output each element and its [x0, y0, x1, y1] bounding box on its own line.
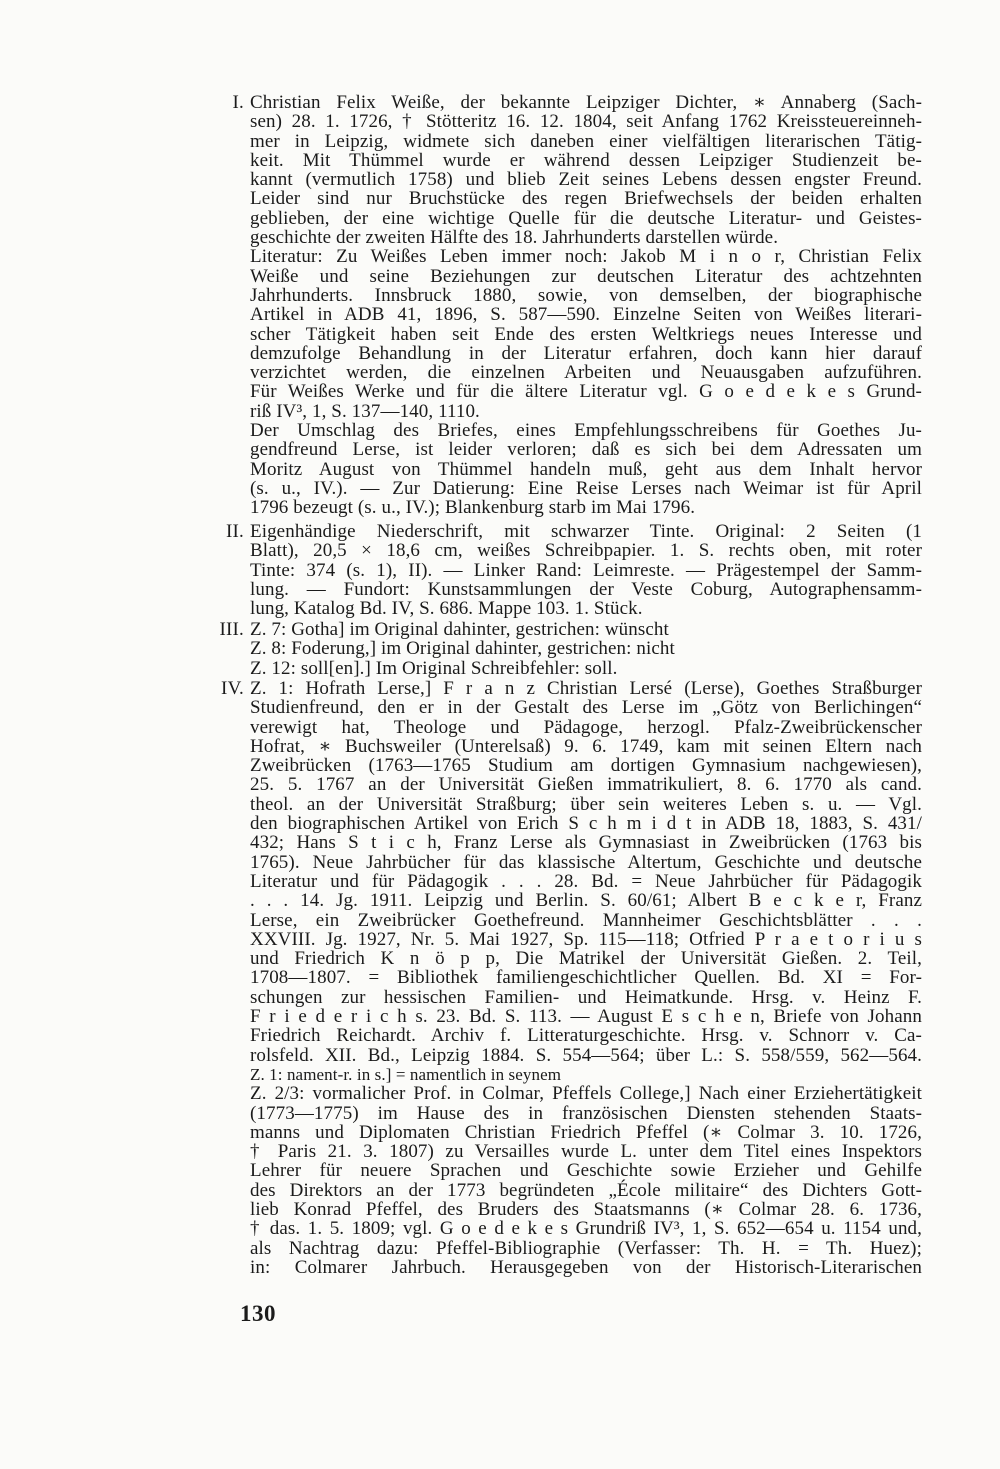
text-line: in: Colmarer Jahrbuch. Herausgegeben von der Historisch-Literarischen: [250, 1256, 922, 1278]
text-line: Für Weißes Werke und für die ältere Literatur vgl. G o e d e k e s Grund-: [250, 381, 922, 403]
text-line: † das. 1. 5. 1809; vgl. G o e d e k e s Grundriß IV³, 1, S. 652—654 u. 1154 und,: [250, 1218, 922, 1240]
text-line: Friedrich Reichardt. Archiv f. Litteraturgeschichte. Hrsg. v. Schnorr v. Ca-: [250, 1025, 922, 1047]
text-line: 432; Hans S t i c h, Franz Lerse als Gymnasiast in Zweibrücken (1763 bis: [250, 832, 922, 854]
text-line: F r i e d e r i c h s. 23. Bd. S. 113. — August E s c h e n, Briefe von Johann: [250, 1006, 922, 1028]
text-line: Lerse, ein Zweibrücker Goethefreund. Mannheimer Geschichtsblätter . . .: [250, 909, 922, 931]
text-line: . . . 14. Jg. 1911. Leipzig und Berlin. S. 60/61; Albert B e c k e r, Franz: [250, 890, 922, 912]
text-line: gendfreund Lerse, ist leider verloren; daß es sich bei dem Adressaten um: [250, 439, 922, 461]
section-body: [250, 679, 922, 1277]
section-numeral: I.: [232, 92, 244, 113]
section-ii: [192, 522, 922, 618]
text-line: 25. 5. 1767 an der Universität Gießen immatrikuliert, 8. 6. 1770 als cand.: [250, 774, 922, 796]
section-iv: [192, 679, 922, 1277]
section-i: [192, 93, 922, 518]
text-line: schungen zur hessischen Familien- und Heimatkunde. Hrsg. v. Heinz F.: [250, 986, 922, 1008]
text-line: theol. an der Universität Straßburg; über sein weiteres Leben s. u. — Vgl.: [250, 793, 922, 815]
text-line: lung, Katalog Bd. IV, S. 686. Mappe 103. 1. Stück.: [250, 598, 643, 620]
text-line: Literatur und für Pädagogik . . . 28. Bd. = Neue Jahrbücher für Pädagogik: [250, 870, 922, 892]
section-numeral: IV.: [221, 678, 244, 699]
text-line: XXVIII. Jg. 1927, Nr. 5. Mai 1927, Sp. 115—118; Otfried P r a e t o r i u s: [250, 928, 922, 950]
text-line: rolsfeld. XII. Bd., Leipzig 1884. S. 554—564; über L.: S. 558/559, 562—564.: [250, 1044, 922, 1066]
text-line: Eigenhändige Niederschrift, mit schwarzer Tinte. Original: 2 Seiten (1: [250, 521, 922, 542]
text-line: Christian Felix Weiße, der bekannte Leipziger Dichter, ∗ Annaberg (Sach-: [250, 92, 922, 113]
section-iii: [192, 620, 922, 678]
text-line: Zweibrücken (1763—1765 Studium am dortigen Gymnasium nachgewiesen),: [250, 755, 922, 777]
text-line: Literatur: Zu Weißes Leben immer noch: Jakob M i n o r, Christian Felix: [250, 246, 922, 268]
text-line: Hofrat, ∗ Buchsweiler (Unterelsaß) 9. 6. 1749, kam mit seinen Eltern nach: [250, 735, 922, 757]
text-line: Z. 1: Hofrath Lerse,] F r a n z Christian Lersé (Lerse), Goethes Straßburger: [250, 678, 922, 699]
text-line: kannt (vermutlich 1758) und blieb Zeit seines Lebens dessen engster Freund.: [250, 169, 922, 191]
text-line: keit. Mit Thümmel wurde er während dessen Leipziger Studienzeit be-: [250, 149, 922, 171]
text-line: und Friedrich K n ö p p, Die Matrikel der Universität Gießen. 2. Teil,: [250, 948, 922, 970]
text-line: 1796 bezeugt (s. u., IV.); Blankenburg starb im Mai 1796.: [250, 497, 696, 519]
section-body: [250, 620, 922, 678]
text-line: (1773—1775) im Hause des in französischen Diensten stehenden Staats-: [250, 1102, 922, 1124]
text-line: riß IV³, 1, S. 137—140, 1110.: [250, 400, 480, 422]
text-line: lung. — Fundort: Kunstsammlungen der Veste Coburg, Autographensamm-: [250, 578, 922, 600]
text-line: Z. 8: Foderung,] im Original dahinter, gestrichen: nicht: [250, 638, 675, 660]
text-line: (s. u., IV.). — Zur Datierung: Eine Reise Lerses nach Weimar ist für April: [250, 477, 922, 499]
text-line: Der Umschlag des Briefes, eines Empfehlungsschreibens für Goethes Ju-: [250, 420, 922, 442]
text-line: lieb Konrad Pfeffel, des Bruders des Staatsmanns (∗ Colmar 28. 6. 1736,: [250, 1199, 922, 1221]
text-line: manns und Diplomaten Christian Friedrich Pfeffel (∗ Colmar 3. 10. 1726,: [250, 1121, 922, 1143]
text-line: Jahrhunderts. Innsbruck 1880, sowie, von demselben, der biographische: [250, 284, 922, 306]
section-numeral: III.: [219, 619, 244, 640]
text-line: den biographischen Artikel von Erich S c h m i d t in ADB 18, 1883, S. 431/: [250, 813, 922, 835]
text-line: Blatt), 20,5 × 18,6 cm, weißes Schreibpapier. 1. S. rechts oben, mit roter: [250, 540, 922, 562]
text-line: verzichtet werden, die einzelnen Arbeiten und Neuausgaben aufzuführen.: [250, 362, 922, 384]
text-line: geblieben, der eine wichtige Quelle für die deutsche Literatur- und Geistes-: [250, 207, 922, 229]
text-line: Studienfreund, den er in der Gestalt des Lerse im „Götz von Berlichingen“: [250, 697, 922, 719]
text-line: Weiße und seine Beziehungen zur deutschen Literatur des achtzehnten: [250, 265, 922, 287]
text-line: als Nachtrag dazu: Pfeffel-Bibliographie (Verfasser: Th. H. = Th. Huez);: [250, 1237, 922, 1259]
text-line: scher Tätigkeit haben seit Ende des ersten Weltkriegs neues Interesse und: [250, 323, 922, 345]
text-line: sen) 28. 1. 1726, † Stötteritz 16. 12. 1804, seit Anfang 1762 Kreissteuereinneh-: [250, 111, 922, 133]
text-line: Artikel in ADB 41, 1896, S. 587—590. Einzelne Seiten von Weißes literari-: [250, 304, 922, 326]
section-numeral: II.: [225, 521, 244, 542]
text-line: Tinte: 374 (s. 1), II). — Linker Rand: Leimreste. — Prägestempel der Samm-: [250, 559, 922, 581]
text-line: verewigt hat, Theologe und Pädagoge, herzogl. Pfalz-Zweibrückenscher: [250, 716, 922, 738]
text-line: † Paris 21. 3. 1807) zu Versailles wurde L. unter dem Titel eines Inspektors: [250, 1141, 922, 1163]
text-line: Z. 2/3: vormalicher Prof. in Colmar, Pfeffels College,] Nach einer Erziehertätigkeit: [250, 1083, 922, 1105]
text-line: Moritz August von Thümmel handeln muß, geht aus dem Inhalt hervor: [250, 458, 922, 480]
text-line: 1708—1807. = Bibliothek familiengeschichtlicher Quellen. Bd. XI = For-: [250, 967, 922, 989]
text-line: Z. 1: nament-r. in s.] = namentlich in seynem: [250, 1064, 562, 1084]
text-line: Z. 12: soll[en].] Im Original Schreibfehler: soll.: [250, 657, 618, 679]
section-body: [250, 93, 922, 518]
section-body: [250, 522, 922, 618]
text-line: Leider sind nur Bruchstücke des regen Briefwechsels der beiden erhalten: [250, 188, 922, 210]
text-line: 1765). Neue Jahrbücher für das klassische Altertum, Geschichte und deutsche: [250, 851, 922, 873]
text-line: Lehrer für neuere Sprachen und Geschichte sowie Erzieher und Gehilfe: [250, 1160, 922, 1182]
text-line: des Direktors an der 1773 begründeten „École militaire“ des Dichters Gott-: [250, 1179, 922, 1201]
page-number: 130: [240, 1301, 276, 1326]
text-line: Z. 7: Gotha] im Original dahinter, gestrichen: wünscht: [250, 619, 669, 640]
text-line: geschichte der zweiten Hälfte des 18. Jahrhunderts darstellen würde.: [250, 227, 779, 249]
text-line: mer in Leipzig, widmete sich daneben einer vielfältigen literarischen Tätig-: [250, 130, 922, 152]
text-line: demzufolge Behandlung in der Literatur erfahren, doch kann hier darauf: [250, 342, 922, 364]
